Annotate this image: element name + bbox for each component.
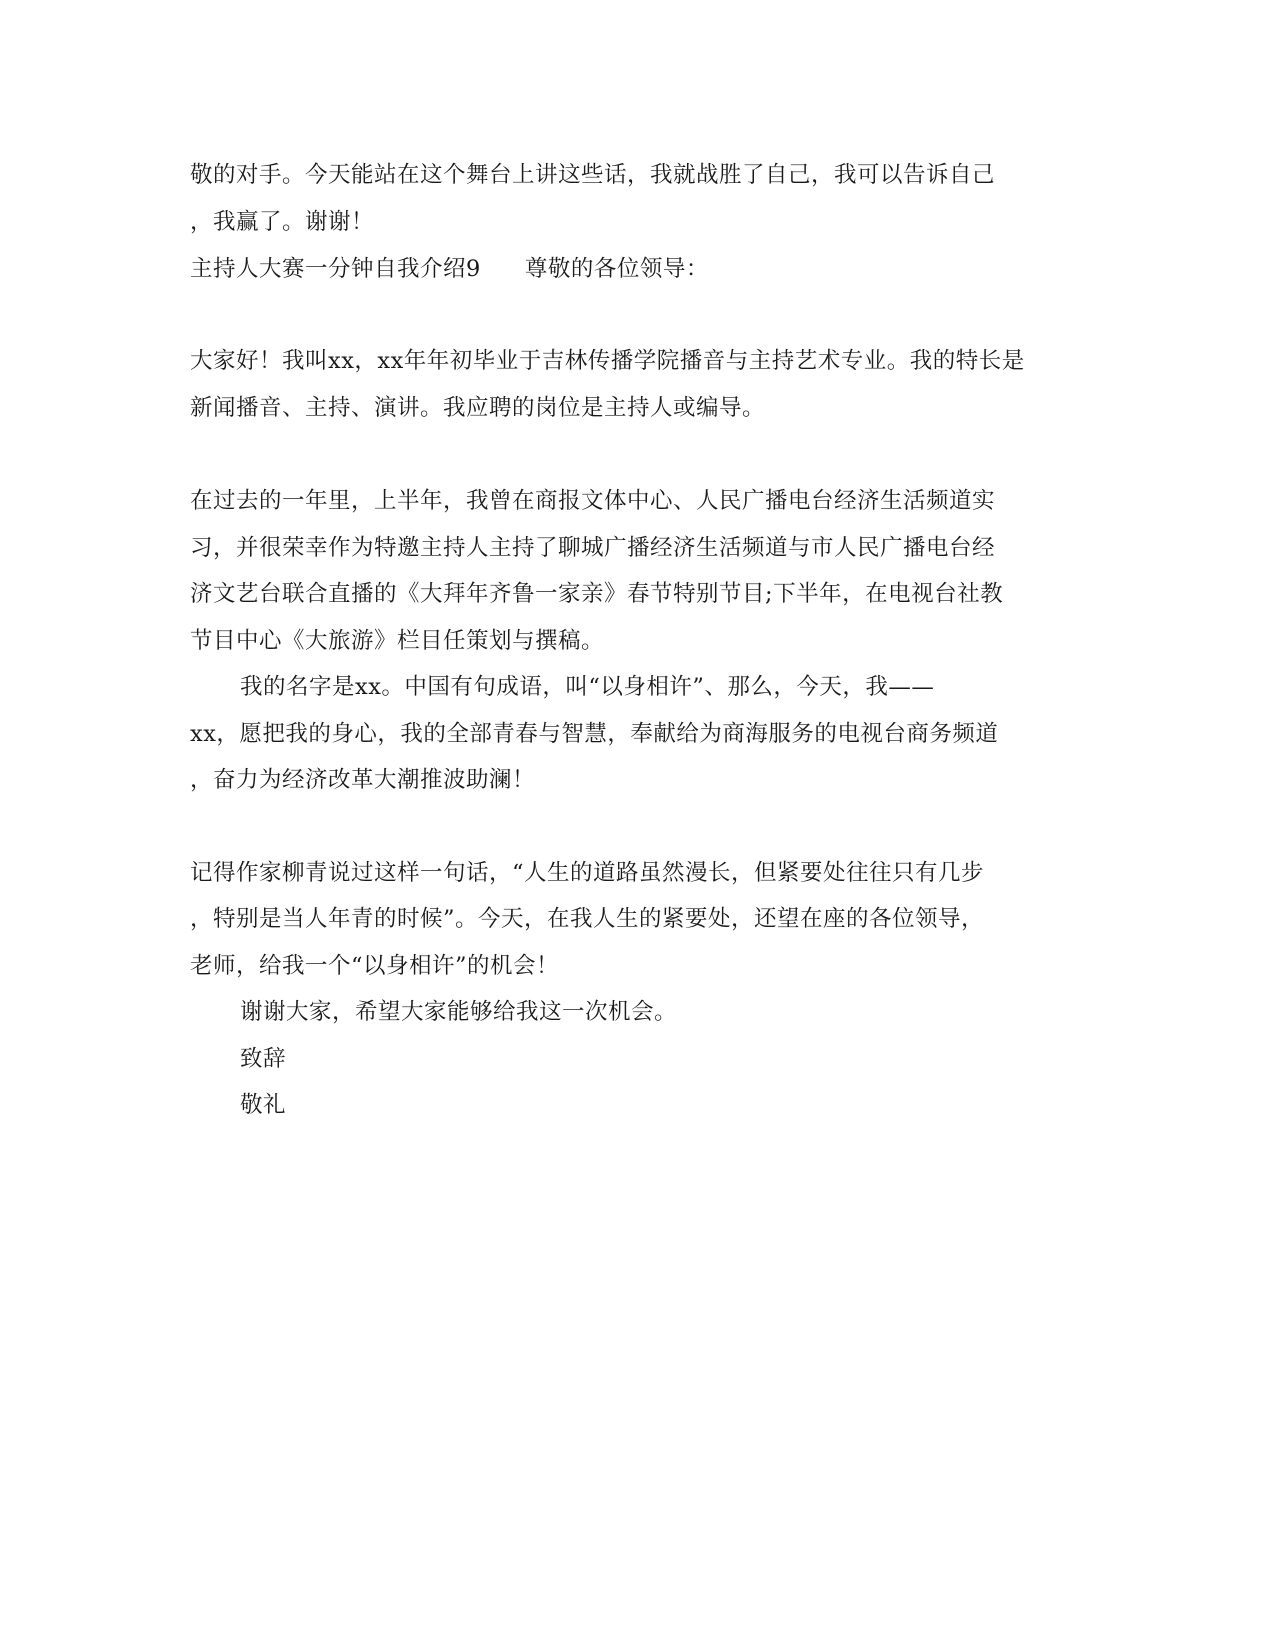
closing-jingli: 敬礼 [240,1092,287,1118]
section-title: 主持人大赛一分钟自我介绍9 [190,256,481,282]
paragraph-line: 敬的对手。今天能站在这个舞台上讲这些话，我就战胜了自己，我可以告诉自己 [190,162,996,188]
paragraph-line: 习，并很荣幸作为特邀主持人主持了聊城广播经济生活频道与市人民广播电台经 [190,535,996,561]
closing-zhici: 致辞 [240,1046,287,1072]
paragraph-line: ，奋力为经济改革大潮推波助澜！ [190,767,536,793]
paragraph-line: 我的名字是xx。中国有句成语，叫“以身相许”、那么，今天，我—— [240,674,935,700]
section-heading-line [190,254,709,284]
paragraph-line: 记得作家柳青说过这样一句话，“人生的道路虽然漫长，但紧要处往往只有几步 [190,860,985,886]
paragraph-line: 大家好！我叫xx，xx年年初毕业于吉林传播学院播音与主持艺术专业。我的特长是 [190,348,1025,374]
paragraph-line: 节目中心《大旅游》栏目任策划与撰稿。 [190,628,605,654]
paragraph-line: 新闻播音、主持、演讲。我应聘的岗位是主持人或编导。 [190,395,766,421]
closing-thanks: 谢谢大家，希望大家能够给我这一次机会。 [240,999,678,1025]
salutation: 尊敬的各位领导： [524,256,709,282]
paragraph-line: 老师，给我一个“以身相许”的机会！ [190,953,560,979]
paragraph-line: ，特别是当人年青的时候”。今天，在我人生的紧要处，还望在座的各位领导， [190,906,985,932]
paragraph-line: xx，愿把我的身心，我的全部青春与智慧，奉献给为商海服务的电视台商务频道 [190,721,999,747]
paragraph-line: 济文艺台联合直播的《大拜年齐鲁一家亲》春节特别节目;下半年，在电视台社教 [190,581,1004,607]
paragraph-line: ，我赢了。谢谢！ [190,209,375,235]
paragraph-line: 在过去的一年里，上半年，我曾在商报文体中心、人民广播电台经济生活频道实 [190,488,996,514]
